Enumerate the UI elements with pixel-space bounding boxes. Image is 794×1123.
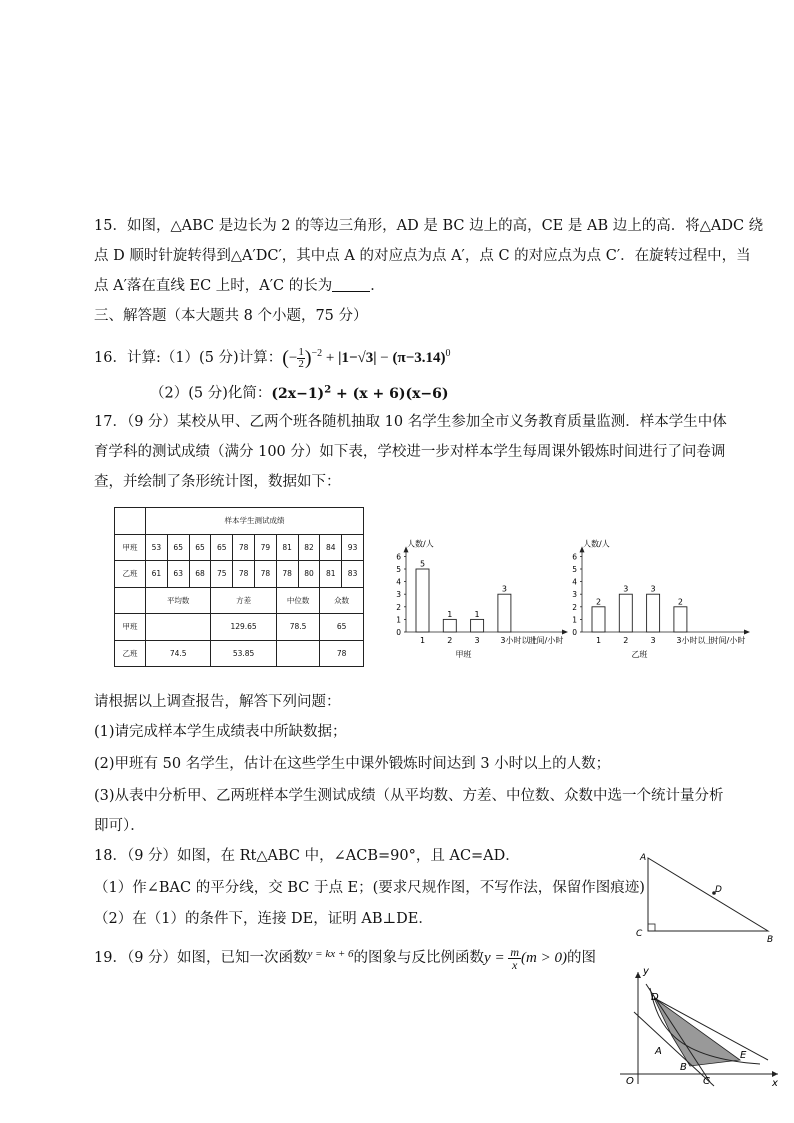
table-cell: 78.5: [276, 614, 320, 641]
table-cell: 83: [342, 561, 364, 588]
y-tick-label: 0: [572, 628, 577, 637]
y-tick-label: 2: [396, 602, 401, 612]
table-cell: 63: [167, 561, 189, 588]
label-x: x: [772, 1078, 778, 1089]
q19-text-b: 的图象与反比例函数: [353, 950, 485, 966]
q19-line-1: [94, 944, 596, 971]
shaded-region: [654, 998, 740, 1066]
table-cell: 65: [189, 534, 211, 561]
q16-part2: [150, 380, 449, 404]
y-tick-label: 0: [396, 628, 401, 637]
table-cell: 68: [189, 561, 211, 588]
y-axis-label: 人数/人: [583, 539, 610, 549]
q17-sub-3b: 即可）．: [94, 818, 145, 834]
label-b: B: [680, 1062, 687, 1073]
x-tick-label: 3小时以上: [500, 636, 538, 645]
table-row: [115, 534, 364, 561]
table-cell: [115, 508, 146, 535]
x-tick-label: 2: [447, 636, 453, 645]
table-row: [115, 508, 364, 535]
label-c: C: [703, 1076, 710, 1087]
table-cell: 93: [342, 534, 364, 561]
triangle-abc: [648, 858, 768, 931]
table-cell: [276, 640, 320, 667]
table-cell: 74.5: [146, 640, 211, 667]
table-cell: 129.65: [211, 614, 276, 641]
row-label-jia: 甲班: [115, 534, 146, 561]
q17-line-1: 17．（9 分）某校从甲、乙两个班各随机抽取 10 名学生参加全市义务教育质量监测．样本学生中体: [94, 414, 727, 430]
q17-line-3: 查，并绘制了条形统计图，数据如下：: [94, 474, 341, 490]
q15-line-3-text: 点 A′落在直线 EC 上时，A′C 的长为: [94, 278, 333, 294]
table-cell: 61: [146, 561, 168, 588]
answer-blank: [332, 277, 370, 292]
label-a: A: [655, 1046, 662, 1057]
table-title: 样本学生测试成绩: [146, 508, 364, 535]
row-label-jia: 甲班: [115, 614, 146, 641]
q15-line-3-end: ．: [370, 278, 385, 294]
x-axis-arrow: [744, 630, 750, 635]
bar: [471, 619, 484, 632]
bar-chart-jia: [386, 536, 578, 664]
q15-line-1: 15．如图，△ABC 是边长为 2 的等边三角形，AD 是 BC 边上的高，CE 是 AB 边上的高．将△ADC 绕: [94, 218, 764, 234]
y-tick-label: 1: [396, 615, 401, 625]
bar-value-label: 1: [447, 609, 453, 619]
inverse-function: y = $\frac{m}{x}$ (m > 0): [484, 945, 567, 973]
bar-value-label: 1: [474, 609, 480, 619]
q18-triangle-figure: [630, 848, 782, 946]
table-cell: [115, 587, 146, 614]
q19-text-c: 的图: [566, 950, 596, 966]
label-b: B: [767, 935, 774, 945]
y-tick-label: 5: [396, 565, 401, 574]
table-cell: 81: [320, 561, 342, 588]
table-cell: 53.85: [211, 640, 276, 667]
bar-value-label: 3: [623, 584, 629, 594]
table-row: [115, 561, 364, 588]
x-tick-label: 3: [474, 636, 480, 645]
y-tick-label: 3: [396, 590, 401, 600]
bar: [416, 569, 429, 632]
stat-header: 方差: [211, 587, 276, 614]
linear-function: y = kx + 6: [307, 948, 354, 960]
table-cell: [146, 614, 211, 641]
score-table: [114, 507, 364, 667]
q16-part1-label: 16．计算:（1）(5 分)计算：: [94, 350, 283, 366]
q18-line-2: （1）作∠BAC 的平分线，交 BC 于点 E；(要求尺规作图，不写作法，保留作图痕迹): [94, 880, 645, 896]
q17-line-2: 育学科的测试成绩（满分 100 分）如下表，学校进一步对样本学生每周课外锻炼时间进行了问卷调: [94, 444, 726, 460]
table-row: [115, 614, 364, 641]
q17-sub-2: (2)甲班有 50 名学生，估计在这些学生中课外锻炼时间达到 3 小时以上的人数；: [94, 756, 611, 772]
table-cell: 53: [146, 534, 168, 561]
bar-chart-yi: [562, 536, 762, 664]
table-cell: 78: [233, 534, 255, 561]
x-tick-label: 2: [623, 636, 629, 645]
bar: [619, 594, 632, 632]
y-tick-label: 4: [396, 577, 401, 587]
x-tick-label: 3: [650, 636, 656, 645]
table-cell: 65: [320, 614, 364, 641]
x-tick-label: 1: [595, 636, 602, 645]
right-angle-mark: [648, 924, 655, 931]
section-heading: 三、解答题（本大题共 8 个小题，75 分）: [94, 308, 368, 324]
table-cell: 81: [276, 534, 298, 561]
q19-graph-figure: [610, 966, 782, 1090]
y-tick-label: 6: [572, 552, 577, 562]
label-e: E: [740, 1050, 747, 1061]
table-cell: 79: [254, 534, 276, 561]
table-cell: 82: [298, 534, 320, 561]
y-tick-label: 2: [572, 602, 577, 612]
bar: [647, 594, 660, 632]
y-axis-arrow: [635, 972, 641, 978]
x-tick-label: 3小时以上: [676, 636, 714, 645]
table-cell: 65: [167, 534, 189, 561]
x-axis-arrow: [772, 1071, 778, 1077]
bar-value-label: 5: [419, 559, 426, 569]
table-cell: 84: [320, 534, 342, 561]
table-row: [115, 640, 364, 667]
label-d: D: [715, 885, 722, 895]
bar: [443, 619, 456, 632]
bar: [674, 607, 687, 632]
x-axis-label: 时间/小时: [710, 636, 746, 645]
label-o: O: [626, 1076, 634, 1087]
bar-value-label: 2: [677, 597, 683, 607]
q18-line-1: 18．（9 分）如图，在 Rt△ABC 中，∠ACB=90°，且 AC=AD．: [94, 848, 520, 864]
label-c: C: [636, 929, 643, 939]
y-tick-label: 3: [572, 590, 577, 600]
q15-line-3: [94, 276, 385, 296]
stat-header: 众数: [320, 587, 364, 614]
q17-prompt: 请根据以上调查报告，解答下列问题：: [94, 694, 341, 710]
q18-line-3: （2）在（1）的条件下，连接 DE，证明 AB⊥DE．: [94, 911, 433, 927]
row-label-yi: 乙班: [115, 561, 146, 588]
label-d: D: [651, 992, 659, 1003]
y-tick-label: 5: [572, 565, 577, 574]
bar-value-label: 3: [501, 584, 507, 594]
x-tick-label: 1: [419, 636, 426, 645]
table-row: [115, 587, 364, 614]
y-axis-label: 人数/人: [407, 539, 434, 549]
bar-value-label: 3: [650, 584, 656, 594]
bar: [498, 594, 511, 632]
row-label-yi: 乙班: [115, 640, 146, 667]
bar-value-label: 2: [595, 597, 602, 607]
table-cell: 80: [298, 561, 320, 588]
q16-part1-expression: (− $\frac{1}{2}$ )$^{-2} + |1-√3| - (\pi-3.14)^0$: [282, 346, 451, 371]
chart-title: 乙班: [631, 650, 648, 659]
y-tick-label: 4: [572, 577, 577, 587]
bar: [592, 607, 605, 632]
stat-header: 平均数: [146, 587, 211, 614]
stat-header: 中位数: [276, 587, 320, 614]
table-cell: 78: [320, 640, 364, 667]
q17-sub-3a: (3)从表中分析甲、乙两班样本学生测试成绩（从平均数、方差、中位数、众数中选一个统计量分析: [94, 788, 724, 804]
chart-title: 甲班: [455, 650, 472, 659]
q17-sub-1: (1)请完成样本学生成绩表中所缺数据；: [94, 724, 347, 740]
table-cell: 78: [254, 561, 276, 588]
y-tick-label: 6: [396, 552, 401, 562]
table-cell: 78: [276, 561, 298, 588]
table-cell: 65: [211, 534, 233, 561]
q15-line-2: 点 D 顺时针旋转得到△A′DC′，其中点 A 的对应点为点 A′，点 C 的对应点为点 C′．在旋转过程中，当: [94, 248, 751, 264]
q16-part1: [94, 344, 451, 370]
q16-part2-label: （2）(5 分)化简：: [150, 385, 272, 402]
y-tick-label: 1: [572, 615, 577, 625]
label-a: A: [640, 853, 647, 863]
q19-text-a: 19．（9 分）如图，已知一次函数: [94, 950, 308, 966]
table-cell: 78: [233, 561, 255, 588]
table-cell: 75: [211, 561, 233, 588]
label-y: y: [643, 966, 649, 977]
q16-part2-expression: $(2x-1)^2 + (x + 6)(x-6)$: [271, 384, 449, 402]
x-axis-label: 时间/小时: [528, 636, 564, 645]
